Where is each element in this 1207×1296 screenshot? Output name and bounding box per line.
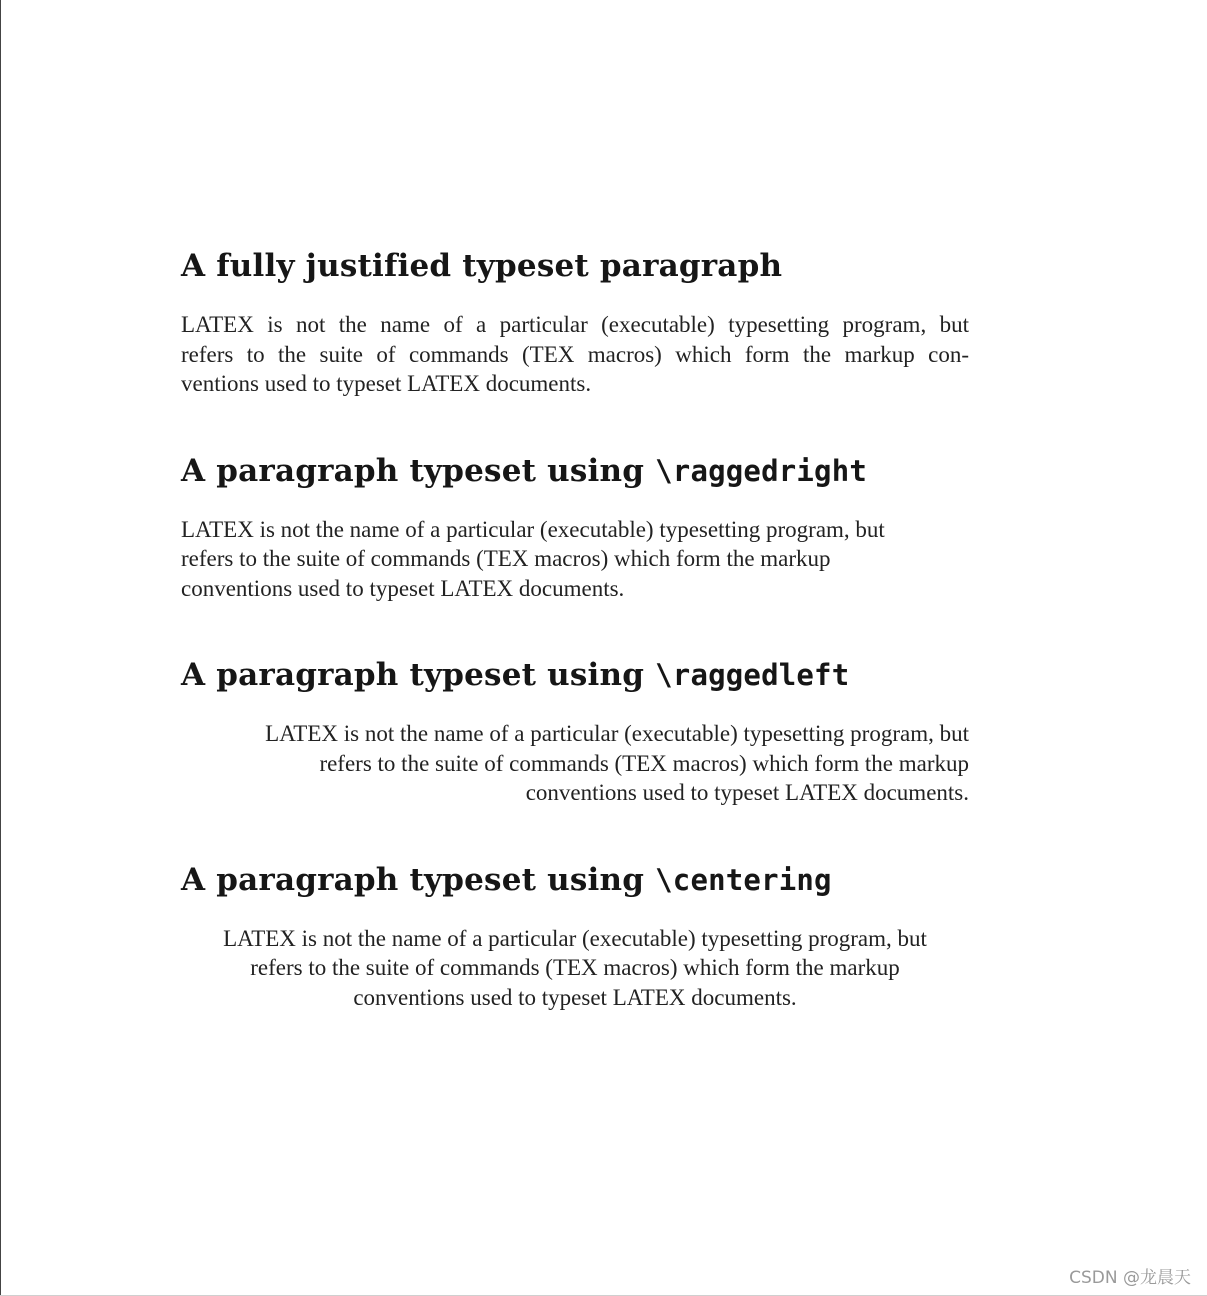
section-heading	[181, 854, 969, 906]
paragraph-line: refers to the suite of commands (TEX macros) which form the markup	[181, 546, 831, 571]
paragraph-line: refers to the suite of commands (TEX macros) which form the markup con-	[181, 341, 969, 367]
watermark: CSDN @龙晨天	[1069, 1268, 1191, 1288]
heading-text: A paragraph typeset using	[181, 452, 656, 489]
paragraph-line: conventions used to typeset LATEX documents.	[353, 984, 797, 1010]
heading-command: \raggedright	[655, 453, 868, 488]
paragraph-line: refers to the suite of commands (TEX macros) which form the markup	[250, 955, 900, 980]
heading-text: A paragraph typeset using	[181, 861, 656, 898]
section-justified	[181, 240, 969, 399]
paragraph-raggedright	[181, 515, 969, 604]
section-heading	[181, 649, 969, 701]
section-centering	[181, 854, 969, 1013]
paragraph-justified	[181, 310, 969, 399]
paragraph-line: LATEX is not the name of a particular (executable) typesetting program, but	[181, 312, 969, 337]
document-body	[181, 240, 969, 1012]
paragraph-line: conventions used to typeset LATEX documents.	[181, 575, 625, 601]
section-raggedright	[181, 445, 969, 604]
heading-text: A paragraph typeset using	[181, 657, 656, 693]
paragraph-line: refers to the suite of commands (TEX macros) which form the markup	[319, 750, 969, 776]
section-heading	[181, 240, 969, 292]
paragraph-line: LATEX is not the name of a particular (executable) typesetting program, but	[265, 721, 969, 746]
section-raggedleft	[181, 649, 969, 808]
section-heading	[181, 445, 969, 497]
heading-command: \centering	[655, 862, 832, 897]
paragraph-line: conventions used to typeset LATEX documents.	[525, 780, 969, 805]
paragraph-line: ventions used to typeset LATEX documents.	[181, 371, 592, 396]
heading-command: \raggedleft	[655, 658, 850, 692]
heading-text: A fully justified typeset paragraph	[181, 248, 783, 284]
paragraph-line: LATEX is not the name of a particular (executable) typesetting program, but	[181, 516, 885, 542]
paragraph-raggedleft	[181, 719, 969, 808]
page-left-border	[0, 0, 1, 1296]
paragraph-centering	[181, 924, 969, 1013]
paragraph-line: LATEX is not the name of a particular (executable) typesetting program, but	[223, 925, 927, 951]
